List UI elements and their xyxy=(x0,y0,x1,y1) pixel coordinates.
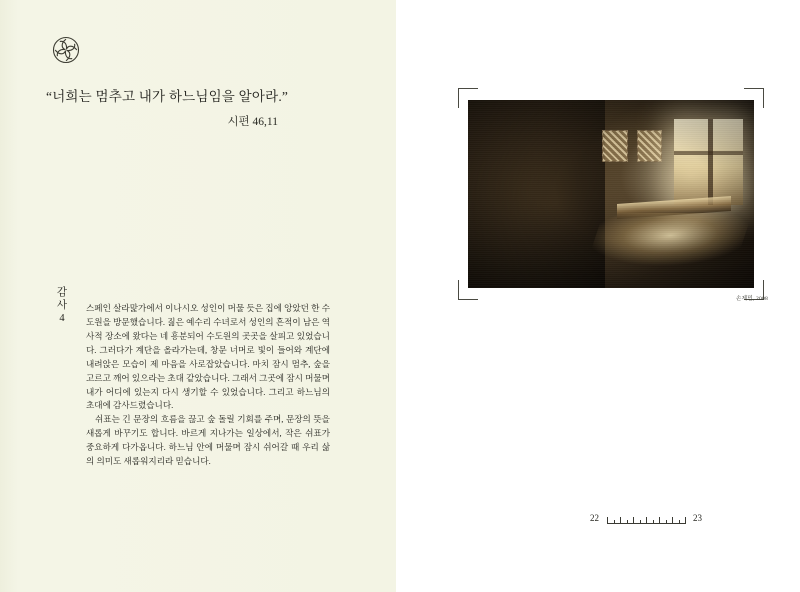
chapter-label-char-2: 사 xyxy=(56,300,68,312)
chapter-label xyxy=(54,286,70,325)
swirl-rosette-icon xyxy=(52,36,80,64)
ruler-tick xyxy=(614,520,615,524)
page-number-right: 23 xyxy=(693,513,702,523)
ruler-tick xyxy=(607,517,608,524)
right-page xyxy=(396,0,800,592)
left-page xyxy=(0,0,396,592)
chapter-label-char-1: 감 xyxy=(56,287,68,298)
ruler-tick xyxy=(646,517,647,524)
epigraph-quote: “너희는 멈추고 내가 하느님임을 알아라.” xyxy=(46,89,289,104)
ruler-tick xyxy=(679,520,680,524)
ruler-tick xyxy=(685,517,686,524)
chapter-label-char-3: 4 xyxy=(59,313,65,325)
ruler-tick xyxy=(620,517,621,524)
ruler-tick xyxy=(633,517,634,524)
ruler-tick xyxy=(659,517,660,524)
ruler-tick xyxy=(653,520,654,524)
ruler-tick xyxy=(640,520,641,524)
epigraph-block xyxy=(46,88,346,129)
body-paragraph: 쉬표는 긴 문장의 흐름을 끊고 숲 돌릴 기회를 주며, 문장의 뜻을 새롭게 바꾸기도 합니다. 바르게 지나가는 일상에서, 작은 쉬표가 중요하게 다가옵니다. 하느님 안에 머물며 잠시 쉬어갈 때 우리 삶의 의미도 새롭워지리라 믿습니다. xyxy=(86,414,330,467)
photo-corner-frame xyxy=(458,88,768,302)
body-paragraph: 스페인 살라맕가에서 이나시오 성인이 머물 듯은 집에 앙았던 한 수도원을 방문했습니다. 짊은 예수리 수녀로서 성인의 흔적이 남은 역사적 장소에 왔다는 네 흥분되어 수도원의 곳곳을 살피고 있었습니다. 그러다가 계단을 올라가는데, 창문 너머로 빛이 들어와 계단에 내려앉은 모습이 제 마음을 사로잡았습니다. 마치 잠시 멈추, 숲을 고르고 깨어 있으라는 초대 같았습니다. 그래서 그곳에 잠시 머물며 내가 어디에 있는지 다시 생기할 수 있었습니다. 그리고 하느님의 초대에 감사드렸습니다. xyxy=(86,303,330,411)
ruler-tick xyxy=(666,520,667,524)
ruler-tick xyxy=(627,520,628,524)
photo-grain xyxy=(468,100,754,288)
page-number-left: 22 xyxy=(590,513,599,523)
photograph xyxy=(468,100,754,288)
ruler-icon xyxy=(607,513,685,524)
ruler-tick xyxy=(672,517,673,524)
body-text xyxy=(86,302,330,469)
photo-caption: 손제민, 2008 xyxy=(736,296,768,302)
left-page-surface xyxy=(0,0,396,592)
page-footer xyxy=(546,508,746,528)
epigraph-reference: 시편 46,11 xyxy=(227,115,278,128)
